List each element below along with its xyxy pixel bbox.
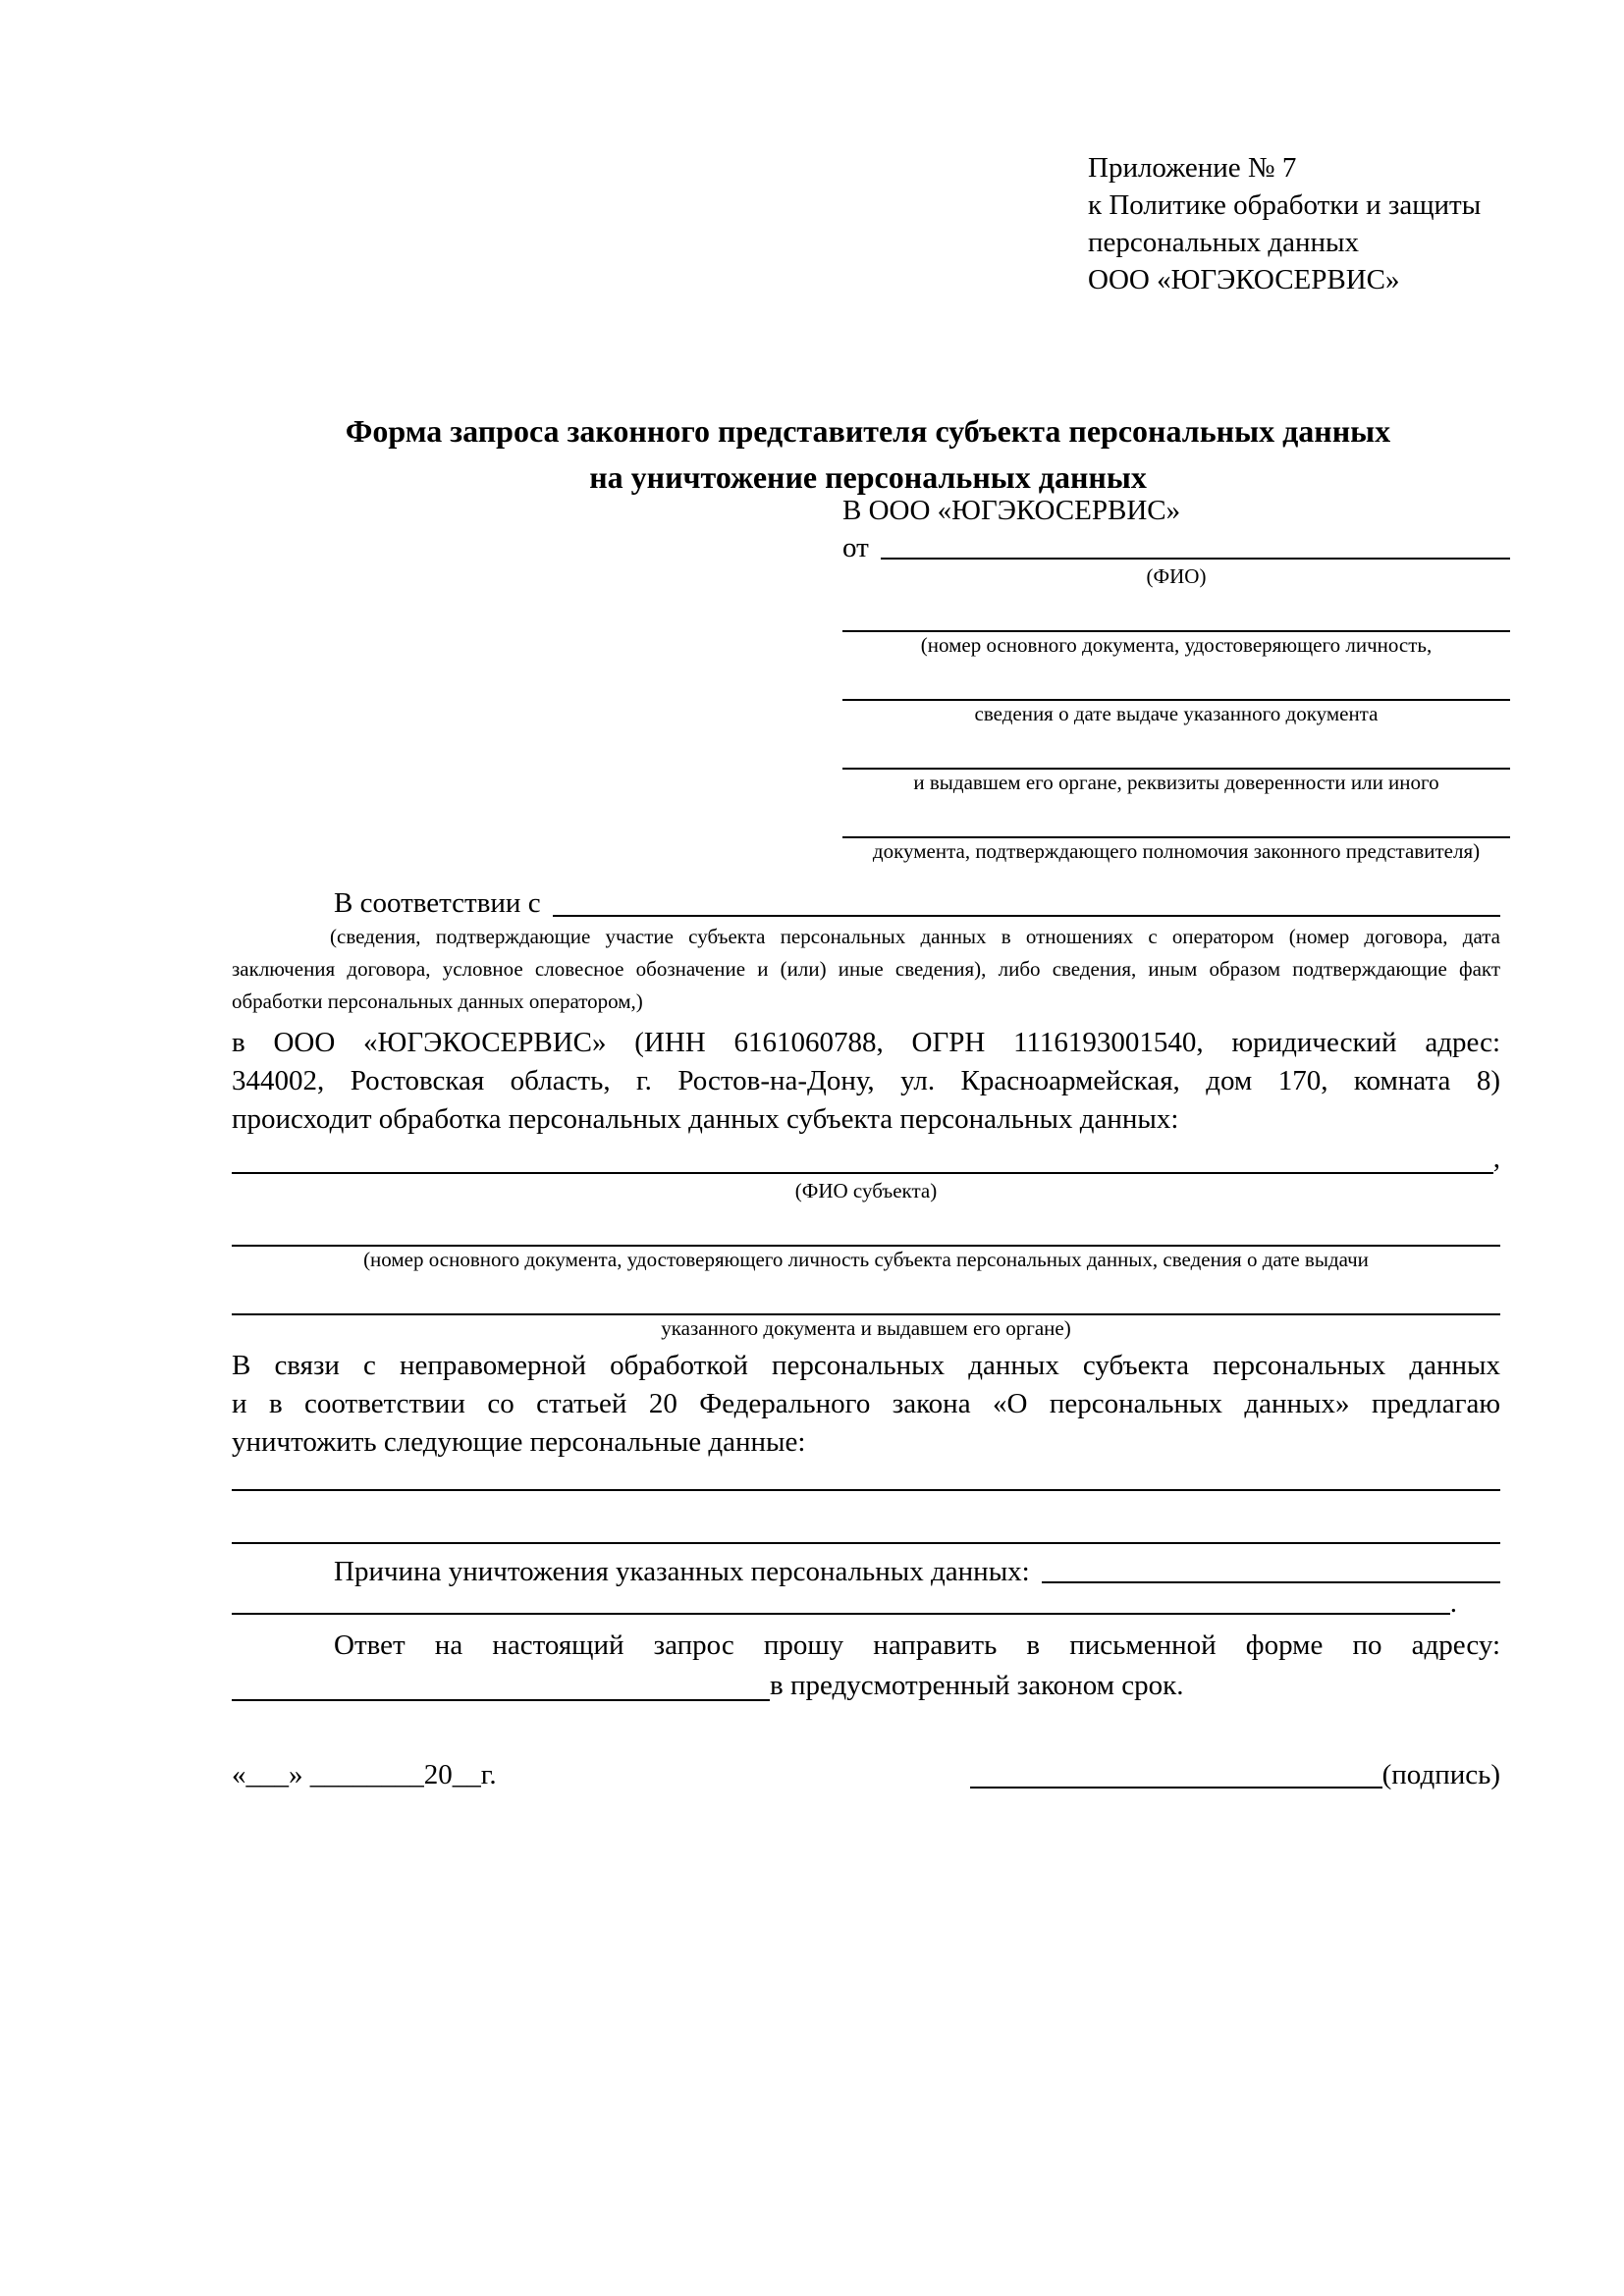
appendix-note-line: к Политике обработки и защиты <box>1088 189 1482 221</box>
body-block <box>232 885 1500 1705</box>
representative-doc-field-line <box>842 658 1510 701</box>
representative-fio-field-line <box>881 558 1510 560</box>
answer-address-row <box>232 1666 1500 1705</box>
appendix-note-line: Приложение № 7 <box>1088 152 1297 184</box>
accordance-label: В соответствии с <box>334 887 541 919</box>
representative-doc-field-line <box>842 589 1510 632</box>
subject-doc-field-line <box>232 1203 1500 1247</box>
doc-caption: документа, подтверждающего полномочия законного представителя) <box>872 839 1481 863</box>
accordance-field-line <box>553 915 1500 917</box>
doc-caption: сведения о дате выдаче указанного документа <box>974 702 1379 725</box>
from-row <box>842 532 1510 563</box>
answer-tail-text: в предусмотренный законом срок. <box>770 1670 1184 1701</box>
comma-mark: , <box>1492 1143 1500 1174</box>
accordance-note-line: заключения договора, условное словесное обозначение и (или) иные сведения), либо сведения, иным образом подтверждающие факт <box>232 957 1500 981</box>
period-mark: . <box>1449 1587 1457 1619</box>
fio-caption: (ФИО) <box>1146 564 1207 588</box>
reason-row <box>232 1556 1500 1587</box>
appendix-note-line: ООО «ЮГЭКОСЕРВИС» <box>1088 264 1400 295</box>
representative-doc-field-line <box>842 726 1510 770</box>
reason-label: Причина уничтожения указанных персональных данных: <box>334 1556 1030 1587</box>
operator-paragraph-line: в ООО «ЮГЭКОСЕРВИС» (ИНН 6161060788, ОГРН 1116193001540, юридический адрес: <box>232 1027 1500 1058</box>
reason-field-line <box>1042 1581 1500 1583</box>
demand-paragraph-line: В связи с неправомерной обработкой персональных данных субъекта персональных данных <box>232 1350 1500 1381</box>
reason-field-line <box>232 1613 1450 1615</box>
reason-continuation-row <box>232 1587 1500 1619</box>
form-title <box>232 408 1504 501</box>
subject-doc-caption: (номер основного документа, удостоверяющего личность субъекта персональных данных, сведения о дате выдачи <box>363 1248 1369 1271</box>
accordance-note-line: обработки персональных данных оператором,) <box>232 989 643 1013</box>
answer-sentence: Ответ на настоящий запрос прошу направить в письменной форме по адресу: <box>334 1629 1500 1661</box>
subject-doc-field-line <box>232 1272 1500 1315</box>
doc-caption: и выдавшем его органе, реквизиты доверенности или иного <box>913 771 1439 794</box>
operator-paragraph-line: 344002, Ростовская область, г. Ростов-на-Дону, ул. Красноармейская, дом 170, комната 8) <box>232 1065 1500 1096</box>
address-field-line <box>232 1699 770 1701</box>
representative-doc-field-line <box>842 795 1510 838</box>
data-to-destroy-field-line <box>232 1491 1500 1544</box>
data-to-destroy-field-line <box>232 1464 1500 1491</box>
appendix-note-line: персональных данных <box>1088 227 1360 258</box>
from-label: от <box>842 532 869 563</box>
footer-row <box>232 1755 1500 1794</box>
signature-field-line <box>970 1787 1382 1789</box>
addressee-block <box>842 489 1510 864</box>
subject-fio-field-line <box>232 1172 1493 1174</box>
signature-caption: (подпись) <box>1381 1759 1500 1790</box>
subject-doc-caption: указанного документа и выдавшем его органе) <box>661 1316 1071 1340</box>
doc-caption: (номер основного документа, удостоверяющего личность, <box>920 633 1433 657</box>
accordance-row <box>232 885 1500 921</box>
subject-fio-caption: (ФИО субъекта) <box>794 1179 938 1202</box>
appendix-note <box>1088 149 1481 298</box>
form-title-line-2: на уничтожение персональных данных <box>589 459 1147 495</box>
accordance-note-line: (сведения, подтверждающие участие субъекта персональных данных в отношениях с оператором (номер договора, дата <box>330 925 1500 948</box>
demand-paragraph-line: и в соответствии со статьей 20 Федерального закона «О персональных данных» предлагаю <box>232 1388 1500 1419</box>
demand-paragraph-line: уничтожить следующие персональные данные: <box>232 1426 806 1458</box>
operator-paragraph-line: происходит обработка персональных данных субъекта персональных данных: <box>232 1103 1179 1135</box>
addressee-company: В ООО «ЮГЭКОСЕРВИС» <box>842 495 1181 526</box>
subject-fio-row <box>232 1139 1500 1178</box>
signature-area <box>970 1755 1500 1794</box>
date-blank: «___» ________20__г. <box>232 1759 497 1790</box>
form-title-line-1: Форма запроса законного представителя субъекта персональных данных <box>345 413 1391 449</box>
